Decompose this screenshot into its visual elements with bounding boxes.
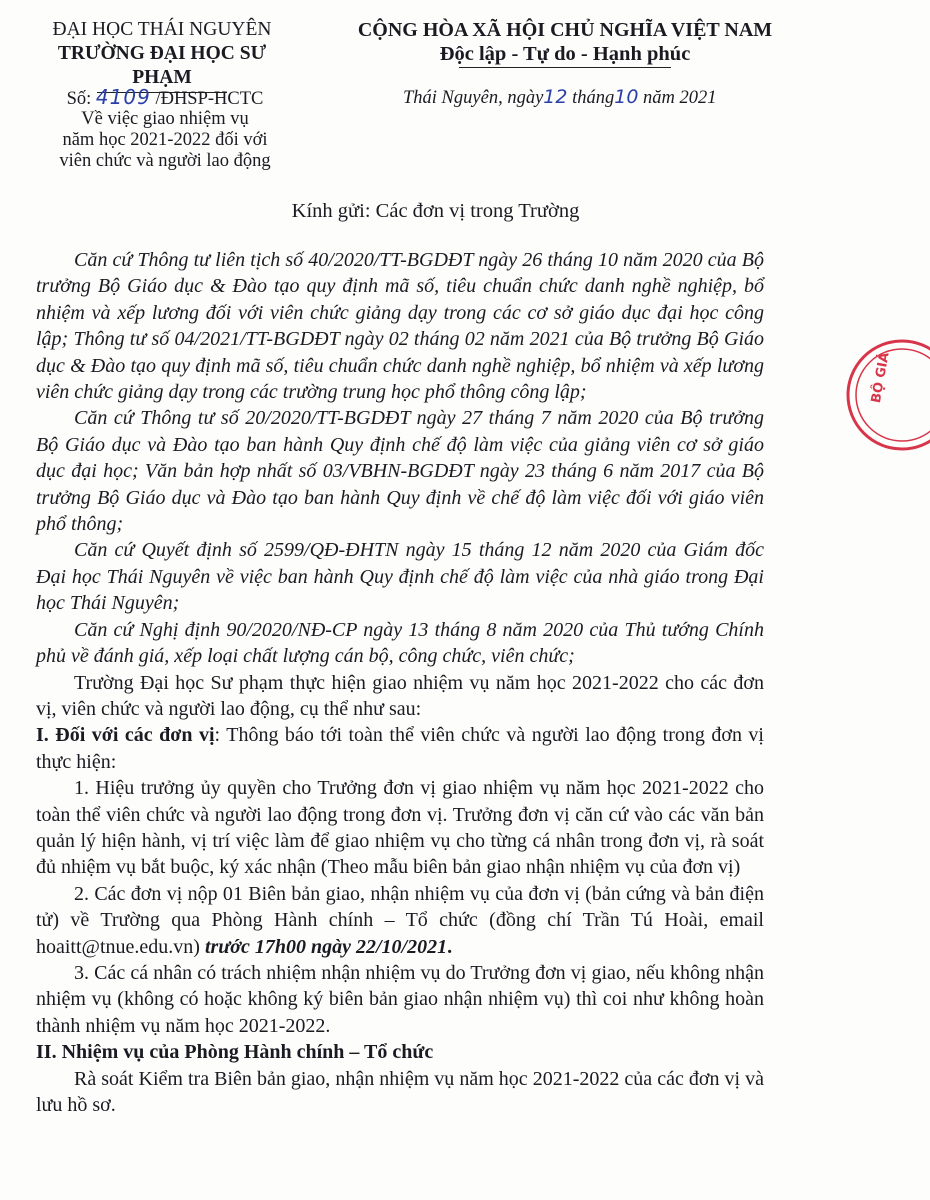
issuing-organization — [28, 18, 296, 93]
section-1-item-3: 3. Các cá nhân có trách nhiệm nhận nhiệm vụ do Trưởng đơn vị giao, nếu không nhận nhiệm vụ (không có hoặc không ký biên bản giao nhận nhiệm vụ) thì coi như không hoàn thành nhiệm vụ năm học 2021-2022. — [36, 961, 764, 1037]
section-2-heading: II. Nhiệm vụ của Phòng Hành chính – Tổ chức — [36, 1041, 434, 1064]
document-subject — [40, 109, 290, 172]
school-name: TRƯỜNG ĐẠI HỌC SƯ PHẠM — [57, 43, 267, 88]
subject-line: năm học 2021-2022 đối với — [62, 130, 268, 150]
document-number — [40, 86, 290, 110]
doc-number-handwritten: 4109 — [95, 85, 151, 109]
red-seal-stamp — [840, 330, 930, 460]
month-label: tháng — [572, 88, 615, 108]
date-day-handwritten: 12 — [543, 86, 568, 108]
citation-paragraph: Căn cứ Nghị định 90/2020/NĐ-CP ngày 13 tháng 8 năm 2020 của Thủ tướng Chính phủ về đánh giá, xếp loại chất lượng cán bộ, công chức, viên chức; — [36, 618, 764, 668]
section-1-item-2 — [36, 881, 764, 960]
country-name: CỘNG HÒA XÃ HỘI CHỦ NGHĨA VIỆT NAM — [357, 19, 773, 41]
national-motto: Độc lập - Tự do - Hạnh phúc — [439, 43, 691, 65]
national-header — [305, 18, 825, 68]
section-1-lead: : Thông báo tới toàn thể viên chức và người lao động trong đơn vị thực hiện: — [36, 724, 764, 773]
section-1-item-1: 1. Hiệu trưởng ủy quyền cho Trưởng đơn vị giao nhiệm vụ năm học 2021-2022 cho toàn thể viên chức và người lao động trong đơn vị. Trưởng đơn vị căn cứ vào các văn bản quản lý hiện hành, vị trí việc làm để giao nhiệm vụ cho từng cá nhân trong đơn vị, rà soát đủ nhiệm vụ bắt buộc, ký xác nhận (Theo mẫu biên bản giao nhận nhiệm vụ của đơn vị) — [36, 777, 764, 879]
citation-paragraph: Căn cứ Thông tư số 20/2020/TT-BGDĐT ngày 27 tháng 7 năm 2020 của Bộ trưởng Bộ Giáo dục và Đào tạo ban hành Quy định chế độ làm việc của giảng viên cơ sở giáo dục đại học; Văn bản hợp nhất số 03/VBHN-BGDĐT ngày 23 tháng 6 năm 2017 của Bộ trưởng Bộ Giáo dục và Đào tạo ban hành Quy định về chế độ làm việc đối với giáo viên phổ thông; — [36, 407, 764, 536]
doc-number-prefix: Số: — [66, 89, 92, 109]
stamp-inner-ring — [856, 349, 930, 441]
item-2-end: . — [447, 935, 453, 958]
item-2-text: 2. Các đơn vị nộp 01 Biên bản giao, nhận nhiệm vụ của đơn vị (bản cứng và bản điện tử) về Trường qua Phòng Hành chính – Tổ chức (đồng chí Trần Tú Hoài, email hoaitt@tnue.edu.vn) — [36, 882, 764, 958]
place-label: Thái Nguyên, ngày — [403, 88, 544, 108]
stamp-text: BỘ GIÁ — [868, 351, 893, 405]
parent-organization: ĐẠI HỌC THÁI NGUYÊN — [52, 19, 272, 40]
motto-underline — [459, 67, 671, 68]
letter-body — [36, 247, 764, 1118]
subject-line: viên chức và người lao động — [59, 151, 271, 171]
citation-paragraph: Căn cứ Quyết định số 2599/QĐ-ĐHTN ngày 15 tháng 12 năm 2020 của Giám đốc Đại học Thái Nguyên về việc ban hành Quy định chế độ làm việc của nhà giáo trong Đại học Thái Nguyên; — [36, 539, 764, 615]
section-1 — [36, 722, 764, 775]
intro-paragraph: Trường Đại học Sư phạm thực hiện giao nhiệm vụ năm học 2021-2022 cho các đơn vị, viên chức và người lao động, cụ thể như sau: — [36, 671, 764, 720]
section-2-text: Rà soát Kiểm tra Biên bản giao, nhận nhiệm vụ năm học 2021-2022 của các đơn vị và lưu hồ sơ. — [36, 1067, 764, 1116]
date-month-handwritten: 10 — [614, 86, 639, 108]
greeting: Kính gửi: Các đơn vị trong Trường — [291, 200, 580, 222]
submission-deadline: trước 17h00 ngày 22/10/2021 — [204, 935, 448, 958]
place-and-date — [403, 86, 717, 109]
subject-line: Về việc giao nhiệm vụ — [81, 109, 249, 129]
year-label: năm 2021 — [643, 88, 717, 108]
doc-number-suffix: /ĐHSP-HCTC — [155, 89, 264, 109]
section-1-heading: I. Đối với các đơn vị — [36, 724, 215, 747]
citation-paragraph: Căn cứ Thông tư liên tịch số 40/2020/TT-BGDĐT ngày 26 tháng 10 năm 2020 của Bộ trưởng Bộ Giáo dục & Đào tạo quy định mã số, tiêu chuẩn chức danh nghề nghiệp, bổ nhiệm và xếp lương đối với viên chức giảng dạy trong các cơ sở giáo dục đại học công lập; Thông tư số 04/2021/TT-BGDĐT ngày 02 tháng 02 năm 2021 của Bộ trưởng Bộ Giáo dục & Đào tạo quy định mã số, tiêu chuẩn chức danh nghề nghiệp, bổ nhiệm và xếp lương viên chức giảng dạy trong các trường trung học phổ thông công lập; — [36, 249, 764, 404]
